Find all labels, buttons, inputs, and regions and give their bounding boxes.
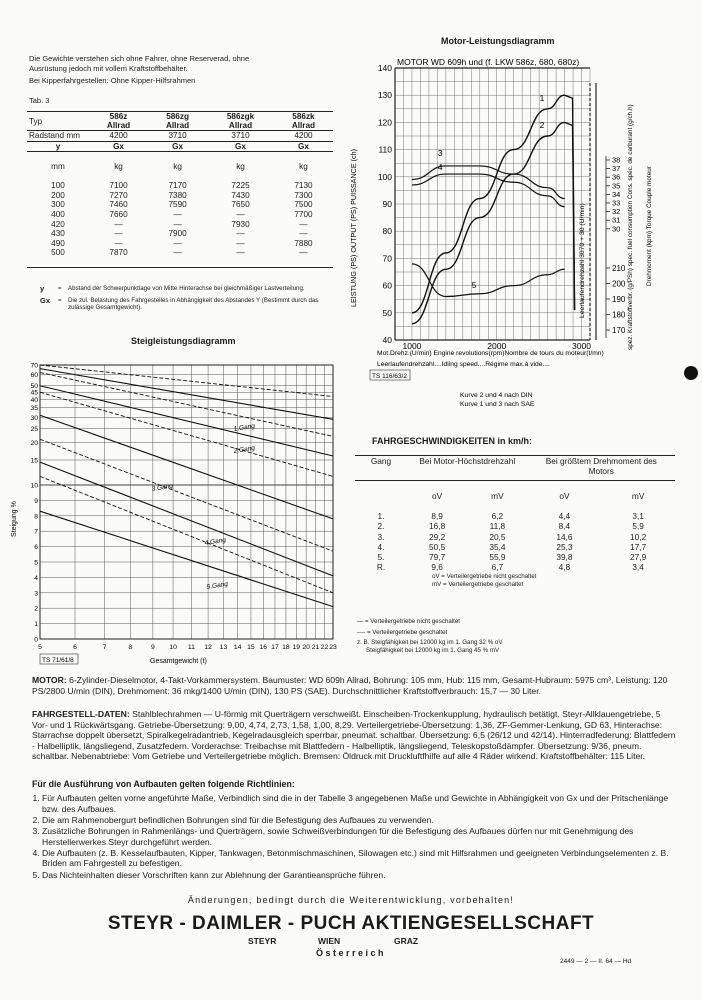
gx-value: 7870 bbox=[109, 248, 128, 258]
motor-text: 6-Zylinder-Dieselmotor, 4-Takt-Vorkammersystem. Baumuster: WD 609h Allrad, Bohrung: 105 mm, Hub: 115 mm, Gesamt-Hubraum: 5975 cm³, Leistung: 120 PS/2800 U/min (DIN), Drehmoment: 36 mkg/1400 U/min (DIN), 130 PS (SAE). Durchschnittlicher Kraftstoffverbrauch: 15,7 — 30 Liter. bbox=[32, 675, 668, 696]
motor-y-tick: 40 bbox=[382, 335, 392, 345]
steig-y-tick: 15 bbox=[30, 457, 38, 465]
fahrgestell-paragraph bbox=[32, 709, 677, 762]
speed-value: 27,9 bbox=[630, 551, 647, 562]
speed-value: 9,6 bbox=[431, 562, 443, 573]
steig-y-tick: 40 bbox=[30, 397, 38, 405]
table-row bbox=[27, 181, 333, 191]
motor-x-tick: 3000 bbox=[572, 341, 591, 351]
gx-value: 7660 bbox=[109, 210, 128, 220]
gx-header: Gx bbox=[172, 141, 184, 151]
gear-label: 4. bbox=[377, 541, 385, 552]
table-3 bbox=[27, 111, 333, 268]
motor-curve-label: 1 bbox=[539, 92, 545, 103]
motor-chart-header: MOTOR WD 609h und (f. LKW 586z, 680, 680z) bbox=[397, 57, 580, 67]
unit-kg: kg bbox=[114, 162, 123, 172]
steig-x-tick: 6 bbox=[73, 644, 77, 651]
steig-chart-title: Steigleistungsdiagramm bbox=[131, 336, 236, 346]
steig-x-tick: 18 bbox=[282, 644, 290, 651]
motor-y-tick: 80 bbox=[382, 226, 392, 237]
steig-x-tick: 19 bbox=[292, 644, 301, 651]
table-3-body bbox=[27, 181, 333, 258]
speed-value: 16,8 bbox=[429, 521, 446, 532]
speed-table bbox=[355, 455, 675, 572]
speed-value: 50,5 bbox=[429, 541, 446, 552]
gear-label: 5.Gang bbox=[206, 580, 229, 591]
fuel-tick: 210 bbox=[612, 264, 626, 273]
radstand-value: 4200 bbox=[109, 131, 128, 141]
gx-value: — bbox=[114, 238, 123, 248]
speed-row bbox=[355, 552, 675, 562]
gx-header: Gx bbox=[113, 141, 124, 151]
legend-line: Steigfähigkeit bei 12000 kg im 1. Gang 45 % mV bbox=[366, 646, 500, 654]
gx-value: 7930 bbox=[231, 219, 250, 229]
speed-value: 4,4 bbox=[558, 511, 571, 522]
steig-x-tick: 20 bbox=[302, 644, 310, 651]
steig-y-tick: 25 bbox=[30, 425, 38, 433]
curve-note: Kurve 1 und 3 nach SAE bbox=[460, 401, 535, 408]
steig-y-tick: 10 bbox=[30, 482, 38, 490]
speed-value: 29,2 bbox=[429, 531, 446, 542]
gear-label: 2.Gang bbox=[233, 444, 256, 455]
table-row bbox=[27, 229, 333, 239]
speed-row bbox=[355, 562, 675, 572]
steig-y-tick: 70 bbox=[30, 362, 38, 370]
speed-row bbox=[355, 511, 675, 521]
motor-y-tick: 60 bbox=[382, 280, 392, 291]
motor-chart bbox=[340, 48, 702, 420]
rule-item: 4. Die Aufbauten (z. B. Kesselaufbauten, Kipper, Tankwagen, Betonmischmaschinen, Silowagen etc.) sind mit Hilfsrahmen und geeigneten Verbindungselementen z. B. Briden am Fahrgestell zu befestigen. bbox=[42, 848, 677, 869]
gx-value: — bbox=[299, 229, 308, 239]
gx-value: 7170 bbox=[168, 181, 187, 191]
steig-x-tick: 9 bbox=[150, 644, 155, 651]
table-row bbox=[27, 200, 333, 210]
gx-header: Gx bbox=[297, 141, 309, 151]
radstand-value: 4200 bbox=[294, 131, 313, 141]
gx-value: — bbox=[236, 248, 245, 258]
steig-y-tick: 20 bbox=[30, 439, 38, 447]
gx-value: 7650 bbox=[231, 200, 250, 210]
steig-y-tick: 5 bbox=[34, 559, 38, 567]
motor-label: MOTOR: bbox=[32, 675, 67, 685]
gx-value: 7460 bbox=[109, 200, 128, 210]
change-notice: Änderungen, bedingt durch die Weiterentwicklung, vorbehalten! bbox=[187, 895, 515, 905]
gear-label: 4.Gang bbox=[204, 536, 227, 547]
gx-value: 7300 bbox=[294, 190, 313, 200]
legend-line: ---- = Verteilergetriebe geschaltet bbox=[357, 628, 448, 636]
steig-y-tick: 3 bbox=[34, 590, 38, 598]
steig-y-tick: 8 bbox=[34, 513, 38, 521]
fahrgestell-label: FAHRGESTELL-DATEN: bbox=[32, 709, 130, 719]
gear-label: 3. bbox=[377, 531, 385, 542]
speed-value: 10,2 bbox=[630, 531, 647, 542]
type-model: 586z bbox=[109, 112, 128, 121]
speed-sub: oV bbox=[559, 490, 570, 501]
y-value: 200 bbox=[51, 190, 65, 200]
torque-tick: 31 bbox=[612, 215, 621, 225]
motor-paragraph bbox=[32, 675, 677, 696]
torque-tick: 38 bbox=[612, 155, 621, 165]
motor-curve-label: 2 bbox=[539, 120, 545, 130]
fuel-tick: 180 bbox=[612, 310, 626, 320]
rules-list bbox=[24, 793, 677, 880]
y-value: 490 bbox=[51, 238, 65, 248]
gear-label: 5. bbox=[377, 551, 385, 562]
torque-tick: 36 bbox=[612, 172, 621, 182]
speed-col-torque: Bei größtem Drehmoment des Motors bbox=[545, 456, 657, 476]
type-drive: Allrad bbox=[106, 121, 131, 130]
radstand-value: 3710 bbox=[168, 131, 187, 141]
torque-tick: 34 bbox=[612, 189, 621, 199]
motor-y-tick: 90 bbox=[382, 199, 392, 209]
gx-value: 7590 bbox=[168, 200, 187, 210]
steig-x-tick: 17 bbox=[271, 644, 279, 651]
gx-value: — bbox=[114, 229, 123, 239]
type-model: 586zk bbox=[292, 112, 315, 121]
steig-y-tick: 9 bbox=[34, 497, 38, 505]
gx-value: 7225 bbox=[231, 181, 250, 191]
legend-line: — = Verteilergetriebe nicht geschaltet bbox=[357, 618, 461, 625]
y-value: 100 bbox=[51, 181, 65, 191]
gx-value: 7500 bbox=[294, 200, 313, 210]
company-name: STEYR - DAIMLER - PUCH AKTIENGESELLSCHAFT bbox=[107, 913, 595, 934]
steig-x-tick: 23 bbox=[329, 644, 337, 651]
speed-value: 20,5 bbox=[489, 531, 506, 542]
steig-y-tick: 30 bbox=[30, 414, 38, 422]
speed-row bbox=[355, 542, 675, 552]
gx-value: — bbox=[114, 219, 123, 229]
speed-col-max: Bei Motor-Höchstdrehzahl bbox=[419, 456, 516, 466]
steig-y-tick: 4 bbox=[34, 574, 38, 582]
speed-value: 5,9 bbox=[632, 521, 644, 532]
speed-value: 55,9 bbox=[489, 551, 506, 562]
unit-mm: mm bbox=[51, 162, 65, 172]
rule-item: 5. Das Nichteinhalten dieser Vorschriften kann zur Ablehnung der Garantieansprüche führen. bbox=[42, 870, 677, 881]
torque-tick: 30 bbox=[612, 224, 621, 234]
gx-value: 7430 bbox=[231, 190, 250, 200]
intro-text bbox=[29, 54, 329, 86]
intro-line-2: Ausrüstung jedoch mit vollem Kraftstoffbehälter. bbox=[29, 63, 188, 73]
motor-y-tick: 120 bbox=[377, 117, 392, 128]
gx-value: — bbox=[173, 248, 182, 258]
speed-value: 79,7 bbox=[429, 551, 446, 562]
steig-y-tick: 2 bbox=[34, 605, 38, 613]
radstand-label: Radstand mm bbox=[29, 131, 80, 141]
steig-x-tick: 11 bbox=[187, 644, 195, 651]
speed-value: 25,3 bbox=[556, 541, 573, 552]
motor-x-tick: 2000 bbox=[487, 341, 507, 351]
speed-value: 8,9 bbox=[431, 511, 443, 522]
fahrgestell-text: Stahlblechrahmen — U-förmig mit Querträgern verschweißt. Einscheiben-Trockenkupplung, hydraulisch betätigt. Steyr-Allklauengetriebe, 5 Vor- und 1 Rückwärtsgang. Getriebe-Übersetzung: 9,00, 4,74, 2,73, 1,58, 1,00, 8,29. Verteilergetriebe-Übersetzung: 1,36, ZF-Gemmer-Lenkung, GD 63, Hinterachse: Starrachse doppelt übersetzt, Spiralkegelradantrieb, Kegelradausgleich sperrbar, pneumat. schaltbar. Übersetzung: 6,5 (26/12 und 42/14). Hinterradfederung: Blattfedern - Halbelliptik, längsliegend, Zusatzfedern. Vorderachse: Treibachse mit Blattfedern - Halbelliptik, längsliegend, Teleskopstoßdämpfer. Übersetzung: 9/36, pneum. schaltbar. Nebenabtriebe: Vom Getriebe und Verteilergetriebe möglich. Bremsen: Öldruck mit Druckluftfhilfe auf alle 4 Räder wirkend. Kraftstoffbehälter: 115 Liter. bbox=[32, 709, 676, 762]
gx-value: 7130 bbox=[294, 181, 313, 191]
motor-right-axis-fuel: spez. Kraftstoffverbr. (g/PSh) spec. fuel consumption Cons. spéc. de carburant (g/ch.h) bbox=[627, 104, 634, 350]
motor-y-tick: 110 bbox=[378, 144, 392, 155]
gx-value: — bbox=[236, 210, 245, 220]
steig-x-tick: 13 bbox=[219, 644, 228, 651]
type-model: 586zg bbox=[166, 112, 189, 121]
city-graz: GRAZ bbox=[394, 936, 419, 946]
punch-hole bbox=[684, 366, 698, 380]
gear-line-ov bbox=[40, 369, 333, 420]
gx-value: 7880 bbox=[294, 238, 313, 248]
motor-y-axis-label: LEISTUNG (PS) OUTPUT (PS) PUISSANCE (ch) bbox=[349, 148, 358, 308]
torque-tick: 33 bbox=[612, 198, 621, 208]
speed-note-mv: mV = Verteilergetriebe geschaltet bbox=[432, 581, 524, 588]
gx-value: 7380 bbox=[168, 190, 187, 200]
speed-sub: mV bbox=[491, 490, 504, 501]
gear-line-mv bbox=[40, 365, 333, 397]
gear-label: 1. bbox=[377, 511, 385, 522]
steig-x-tick: 22 bbox=[320, 644, 329, 651]
gear-label: 1.Gang bbox=[233, 422, 256, 433]
type-model: 586zgk bbox=[226, 112, 255, 121]
speed-value: 17,7 bbox=[630, 541, 647, 552]
motor-curve-label: 4 bbox=[437, 162, 443, 173]
speed-row bbox=[355, 531, 675, 541]
table-row bbox=[27, 219, 333, 229]
steig-code: TS 71/61/8 bbox=[42, 657, 74, 664]
steig-y-tick: 0 bbox=[34, 636, 38, 644]
motor-y-tick: 70 bbox=[382, 253, 392, 264]
motor-curve-label: 3 bbox=[437, 147, 443, 158]
speed-note-ov: oV = Verteilergetriebe nicht geschaltet bbox=[432, 573, 537, 580]
gear-line-ov bbox=[40, 386, 333, 456]
unit-kg: kg bbox=[236, 162, 245, 172]
motor-x-tick: 1000 bbox=[402, 341, 422, 351]
gx-header: Gx bbox=[235, 141, 246, 151]
steig-y-tick: 1 bbox=[34, 621, 38, 629]
gx-value: — bbox=[173, 219, 182, 229]
gx-value: — bbox=[173, 210, 182, 220]
torque-tick: 32 bbox=[612, 207, 621, 217]
type-drive: Allrad bbox=[291, 121, 316, 130]
motor-y-tick: 50 bbox=[382, 307, 392, 318]
y-value: 420 bbox=[51, 219, 65, 229]
steig-y-tick: 60 bbox=[30, 372, 38, 380]
speed-value: 8,4 bbox=[558, 521, 571, 532]
y-value: 400 bbox=[51, 210, 65, 220]
motor-right-axis-torque: Drehmoment (kpm) Torque Couple moteur bbox=[646, 166, 653, 286]
rule-item: 3. Zusätzliche Bohrungen in Rahmenlängs- und Querträgern, sowie Schweißverbindungen für die Befestigung des Aufbaues dürfen nur mit Genehmigung des Herstellerwerkes Steyr durchgeführt werden. bbox=[42, 826, 677, 847]
y-header: y bbox=[55, 141, 61, 151]
motor-code: TS 116/63/2 bbox=[372, 373, 407, 380]
speed-value: 3,1 bbox=[632, 511, 644, 522]
rules-title: Für die Ausführung von Aufbauten gelten folgende Richtlinien: bbox=[32, 779, 295, 789]
rules-list-wrap bbox=[24, 793, 677, 881]
fuel-tick: 200 bbox=[612, 279, 626, 289]
legend-symbol: Gx bbox=[40, 295, 51, 305]
city-steyr: STEYR bbox=[248, 936, 277, 946]
speed-value: 39,8 bbox=[556, 551, 573, 562]
steig-chart bbox=[2, 357, 347, 669]
speed-col-gang: Gang bbox=[370, 456, 392, 466]
speed-sub: mV bbox=[631, 490, 645, 501]
gx-value: — bbox=[173, 238, 182, 248]
motor-curve-label: 5 bbox=[471, 279, 477, 290]
gear-label: 2. bbox=[377, 521, 385, 532]
speed-value: 6,2 bbox=[491, 511, 504, 522]
unit-kg: kg bbox=[173, 162, 182, 172]
radstand-value: 3710 bbox=[231, 131, 250, 141]
type-drive: Allrad bbox=[228, 121, 253, 130]
y-value: 430 bbox=[51, 229, 65, 239]
steig-x-tick: 12 bbox=[204, 644, 212, 651]
steig-x-tick: 21 bbox=[311, 644, 320, 651]
y-value: 300 bbox=[51, 200, 65, 210]
fuel-tick: 190 bbox=[612, 295, 626, 304]
motor-x-axis-label-2: Leerlaufendrehzahl....Idling speed....Régime max.à vide.... bbox=[377, 361, 550, 368]
table-row bbox=[27, 239, 333, 249]
y-value: 500 bbox=[51, 248, 65, 258]
steig-legend bbox=[357, 618, 503, 654]
steig-x-tick: 5 bbox=[38, 644, 42, 651]
intro-line-1: Die Gewichte verstehen sich ohne Fahrer, ohne Reserverad, ohne bbox=[29, 54, 250, 63]
table-label: Tab. 3 bbox=[29, 96, 50, 105]
steig-y-tick: 50 bbox=[30, 383, 38, 391]
steig-x-tick: 10 bbox=[169, 644, 177, 651]
table-row bbox=[27, 191, 333, 201]
steig-x-tick: 8 bbox=[128, 644, 133, 651]
gear-line-ov bbox=[40, 415, 333, 519]
gx-value: 7270 bbox=[109, 190, 128, 200]
steig-y-tick: 7 bbox=[34, 528, 38, 536]
speed-row bbox=[355, 521, 675, 531]
speed-sub: oV bbox=[432, 490, 443, 501]
gear-label: R. bbox=[376, 562, 386, 573]
motor-x-axis-label: Mot.Drehz.(U/min) Engine revolutions(rpm)Nombre de tours du moteur(t/mn) bbox=[377, 350, 604, 357]
steig-y-axis-label: Steigung % bbox=[11, 501, 18, 537]
gx-value: 7900 bbox=[168, 229, 187, 239]
motor-y-tick: 130 bbox=[377, 90, 392, 101]
torque-tick: 35 bbox=[612, 181, 621, 191]
steig-y-tick: 6 bbox=[34, 544, 38, 552]
speed-value: 3,4 bbox=[632, 562, 644, 573]
rule-item: 2. Die am Rahmenobergurt befindlichen Bohrungen sind für die Befestigung des Aufbaues zu verwenden. bbox=[42, 815, 677, 826]
steig-x-tick: 16 bbox=[259, 644, 268, 651]
unit-kg: kg bbox=[299, 162, 308, 172]
motor-vertical-note: Leerlaufendrehzahl 3070 + 30 (U/min) bbox=[579, 203, 586, 318]
speed-value: 6,7 bbox=[491, 562, 504, 573]
speed-value: 14,6 bbox=[556, 531, 573, 542]
legend-text: Abstand der Schwerpunktlage von Mitte Hinterachse bei gleichmäßiger Lastverteilung. bbox=[68, 285, 305, 292]
speed-value: 35,4 bbox=[489, 541, 506, 552]
motor-y-tick: 140 bbox=[377, 63, 392, 73]
city-wien: WIEN bbox=[318, 936, 341, 946]
motor-curve-2 bbox=[412, 122, 575, 323]
fuel-tick: 170 bbox=[612, 326, 626, 335]
motor-chart-title: Motor-Leistungsdiagramm bbox=[441, 36, 555, 46]
gx-value: — bbox=[236, 229, 245, 239]
gx-value: — bbox=[236, 238, 245, 248]
legend-symbol: y bbox=[40, 284, 45, 293]
motor-y-tick: 100 bbox=[377, 171, 392, 182]
country: Österreich bbox=[315, 948, 387, 958]
type-header: Typ bbox=[29, 116, 43, 126]
steig-x-axis-label: Gesamtgewicht (t) bbox=[150, 658, 207, 665]
gx-value: — bbox=[299, 219, 308, 229]
speed-table-body bbox=[355, 511, 675, 572]
steig-x-tick: 15 bbox=[247, 644, 255, 651]
gear-label: 3.Gang bbox=[151, 482, 174, 493]
legend-line: z. B. Steigfähigkeit bei 12000 kg im 1. Gang 32 % oV bbox=[357, 639, 503, 647]
steig-x-tick: 7 bbox=[102, 644, 107, 651]
gx-value: 7100 bbox=[109, 181, 128, 191]
speed-title: FAHRGESCHWINDIGKEITEN in km/h: bbox=[372, 436, 533, 446]
curve-note: Kurve 2 und 4 nach DIN bbox=[460, 392, 533, 399]
torque-tick: 37 bbox=[612, 164, 621, 174]
legend-text: Die zul. Belastung des Fahrgestelles in Abhängigkeit des Abstandes Y (Bestimmt durch das zulässige Gesamtgewicht). bbox=[68, 296, 319, 312]
table-row bbox=[27, 248, 333, 258]
document-code: 2449 — 2 — II. 64 — Hd bbox=[560, 958, 632, 965]
gx-value: 7700 bbox=[294, 210, 313, 220]
speed-value: 11,8 bbox=[489, 521, 506, 532]
gx-value: — bbox=[299, 248, 308, 258]
type-drive: Allrad bbox=[165, 121, 190, 130]
table-legend: y = Abstand der Schwerpunktlage von Mitte Hinterachse bei gleichmäßiger Lastverteilung. Gx = Die zul. Belastung des Fahrgestelles in Abhängigkeit des Abstandes Y (Bestimmt durch das zulässige Gesamtgewicht). bbox=[40, 285, 340, 312]
table-row bbox=[27, 210, 333, 220]
rule-item: 1. Für Aufbauten gelten vorne angeführte Maße, Verbindlich sind die in der Tabelle 3 angegebenen Maße und Gewichte in Abhängigkeit von Gx und der Pritschenlänge bzw. des Aufbaues. bbox=[42, 793, 677, 814]
steig-x-tick: 14 bbox=[233, 644, 242, 651]
steig-y-tick: 45 bbox=[30, 389, 38, 397]
speed-value: 4,8 bbox=[558, 562, 571, 573]
steig-y-tick: 35 bbox=[30, 405, 38, 413]
intro-line-3: Bei Kipperfahrgestellen: Ohne Kipper-Hilfsrahmen bbox=[29, 76, 196, 85]
